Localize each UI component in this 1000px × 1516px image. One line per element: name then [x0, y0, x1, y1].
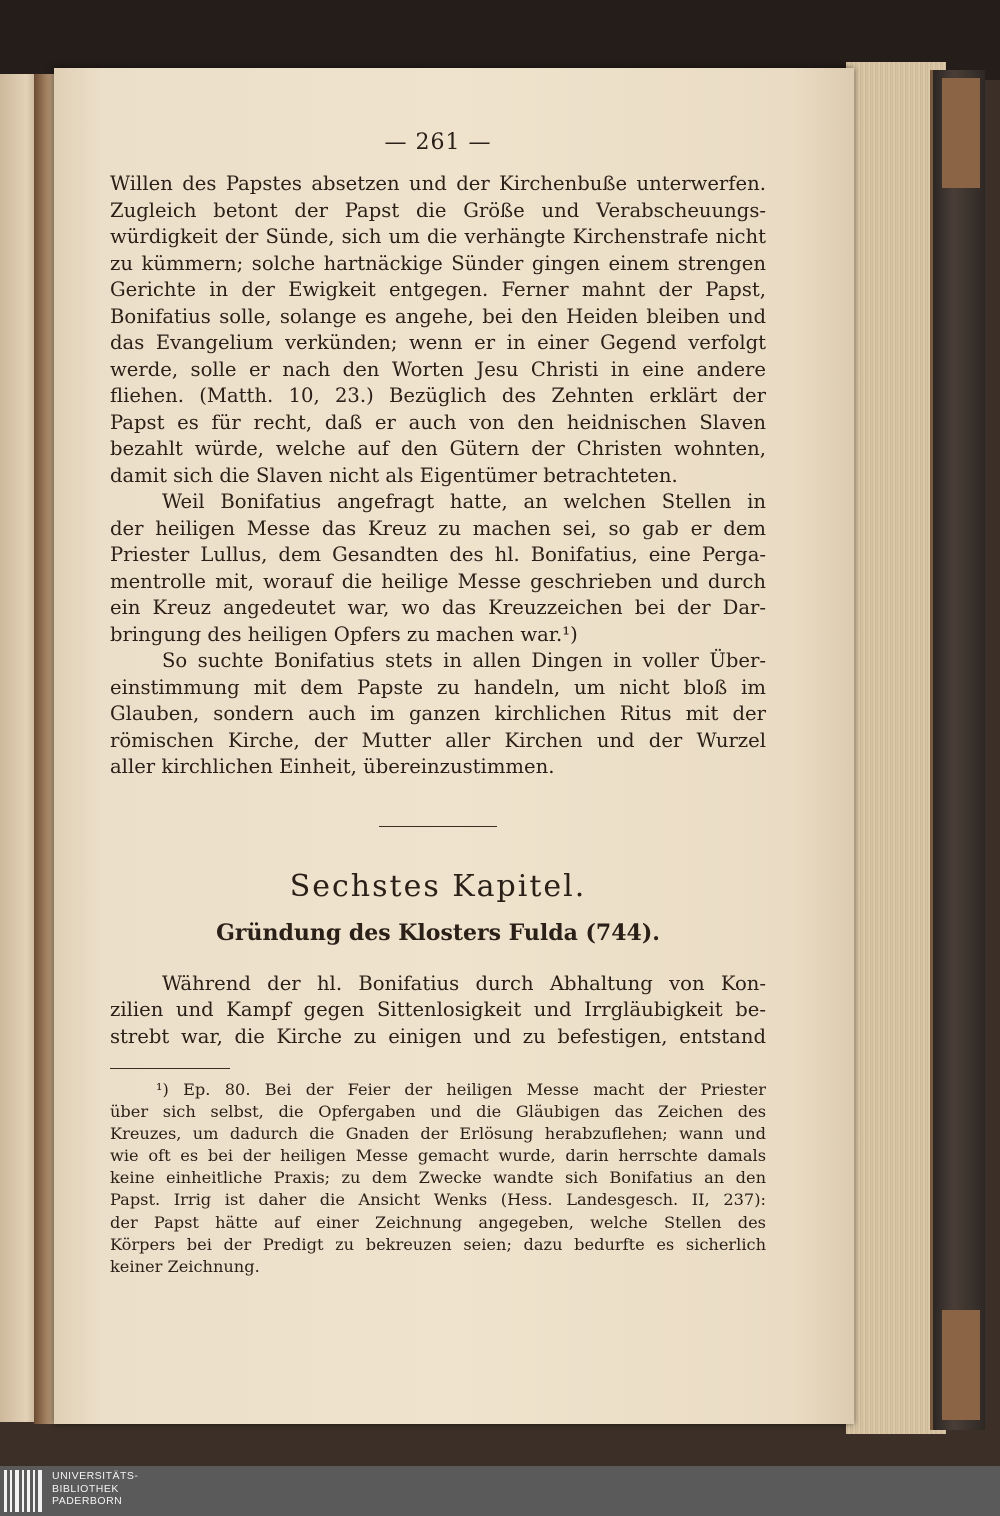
body-paragraphs — [110, 171, 766, 781]
body-line: bezahlt würde, welche auf den Gütern der Christen wohnten, — [110, 437, 766, 460]
body-line: einstimmung mit dem Papste zu handeln, um nicht bloß im — [110, 675, 766, 699]
body-line: So suchte Bonifatius stets in allen Dingen in voller Über- — [162, 649, 766, 672]
footnote-line: keiner Zeichnung. — [110, 1256, 260, 1276]
body-line: Willen des Papstes absetzen und der Kirchenbuße unterwerfen. — [110, 172, 766, 195]
cover-corner-top — [942, 78, 980, 188]
page-number: — 261 — — [384, 130, 492, 155]
body-line: das Evangelium verkünden; wenn er in einer Gegend verfolgt — [110, 331, 766, 354]
footnote-line: Körpers bei der Predigt zu bekreuzen seien; dazu bedurfte es sicherlich — [110, 1234, 766, 1254]
library-name-line: BIBLIOTHEK — [52, 1482, 119, 1495]
body-line: zilien und Kampf gegen Sittenlosigkeit und Irrgläubigkeit be- — [110, 998, 766, 1021]
body-line: zu kümmern; solche hartnäckige Sünder gingen einem strengen — [110, 251, 766, 275]
library-name-line: PADERBORN — [52, 1495, 123, 1507]
footnote-line: wie oft es bei der heiligen Messe gemacht wurde, darin herrschte damals — [110, 1146, 766, 1166]
body-line: Glauben, sondern auch im ganzen kirchlichen Ritus mit der — [110, 702, 766, 725]
footnote-line: Kreuzes, um dadurch die Gnaden der Erlösung herabzuflehen; wann und — [110, 1124, 766, 1144]
body-line: Während der hl. Bonifatius durch Abhaltung von Kon- — [162, 971, 766, 995]
book-cover — [930, 70, 985, 1430]
chapter-paragraph — [110, 971, 766, 1051]
footnote-line: der Papst hätte auf einer Zeichnung angegeben, welche Stellen des — [110, 1212, 766, 1232]
body-line: würdigkeit der Sünde, sich um die verhängte Kirchenstrafe nicht — [110, 225, 766, 248]
library-footer — [0, 1466, 1000, 1516]
body-line: Priester Lullus, dem Gesandten des hl. Bonifatius, eine Perga- — [110, 543, 766, 566]
footnote — [110, 1079, 766, 1278]
footnote-line: keine einheitliche Praxis; zu dem Zwecke wandte sich Bonifatius an den — [110, 1168, 766, 1188]
chapter-subtitle: Gründung des Klosters Fulda (744). — [216, 919, 660, 946]
chapter-title: Sechstes Kapitel. — [289, 868, 587, 904]
cover-corner-bottom — [942, 1310, 980, 1420]
library-logo-icon — [4, 1470, 44, 1512]
body-line: ein Kreuz angedeutet war, wo das Kreuzzeichen bei der Dar- — [110, 596, 766, 619]
library-name — [52, 1470, 138, 1508]
body-line: Papst es für recht, daß er auch von den heidnischen Slaven — [110, 410, 766, 434]
body-line: Gerichte in der Ewigkeit entgegen. Ferner mahnt der Papst, — [110, 278, 766, 301]
library-name-line: UNIVERSITÄTS- — [52, 1470, 139, 1482]
footnote-line: über sich selbst, die Opfergaben und die Gläubigen das Zeichen des — [110, 1102, 766, 1122]
body-line: Weil Bonifatius angefragt hatte, an welchen Stellen in — [162, 490, 766, 513]
page-text — [110, 130, 766, 1278]
body-line: damit sich die Slaven nicht als Eigentümer betrachteten. — [110, 463, 678, 487]
body-line: römischen Kirche, der Mutter aller Kirchen und der Wurzel — [110, 728, 766, 752]
footnote-line: ¹) Ep. 80. Bei der Feier der heiligen Messe macht der Priester — [156, 1080, 766, 1099]
footnote-line: Papst. Irrig ist daher die Ansicht Wenks (Hess. Landesgesch. II, 237): — [110, 1190, 766, 1210]
body-line: strebt war, die Kirche zu einigen und zu befestigen, entstand — [110, 1024, 766, 1048]
body-line: Bonifatius solle, solange es angehe, bei den Heiden bleiben und — [110, 304, 766, 328]
footnote-divider — [110, 1068, 230, 1069]
body-line: bringung des heiligen Opfers zu machen war.¹) — [110, 622, 578, 646]
body-line: der heiligen Messe das Kreuz zu machen sei, so gab er dem — [110, 516, 766, 540]
body-line: fliehen. (Matth. 10, 23.) Bezüglich des Zehnten erklärt der — [110, 384, 766, 407]
body-line: mentrolle mit, worauf die heilige Messe geschrieben und durch — [110, 569, 766, 593]
body-line: aller kirchlichen Einheit, übereinzustimmen. — [110, 755, 555, 778]
body-line: Zugleich betont der Papst die Größe und Verabscheuungs- — [110, 198, 766, 222]
section-divider — [379, 826, 497, 827]
body-line: werde, solle er nach den Worten Jesu Christi in eine andere — [110, 357, 766, 381]
